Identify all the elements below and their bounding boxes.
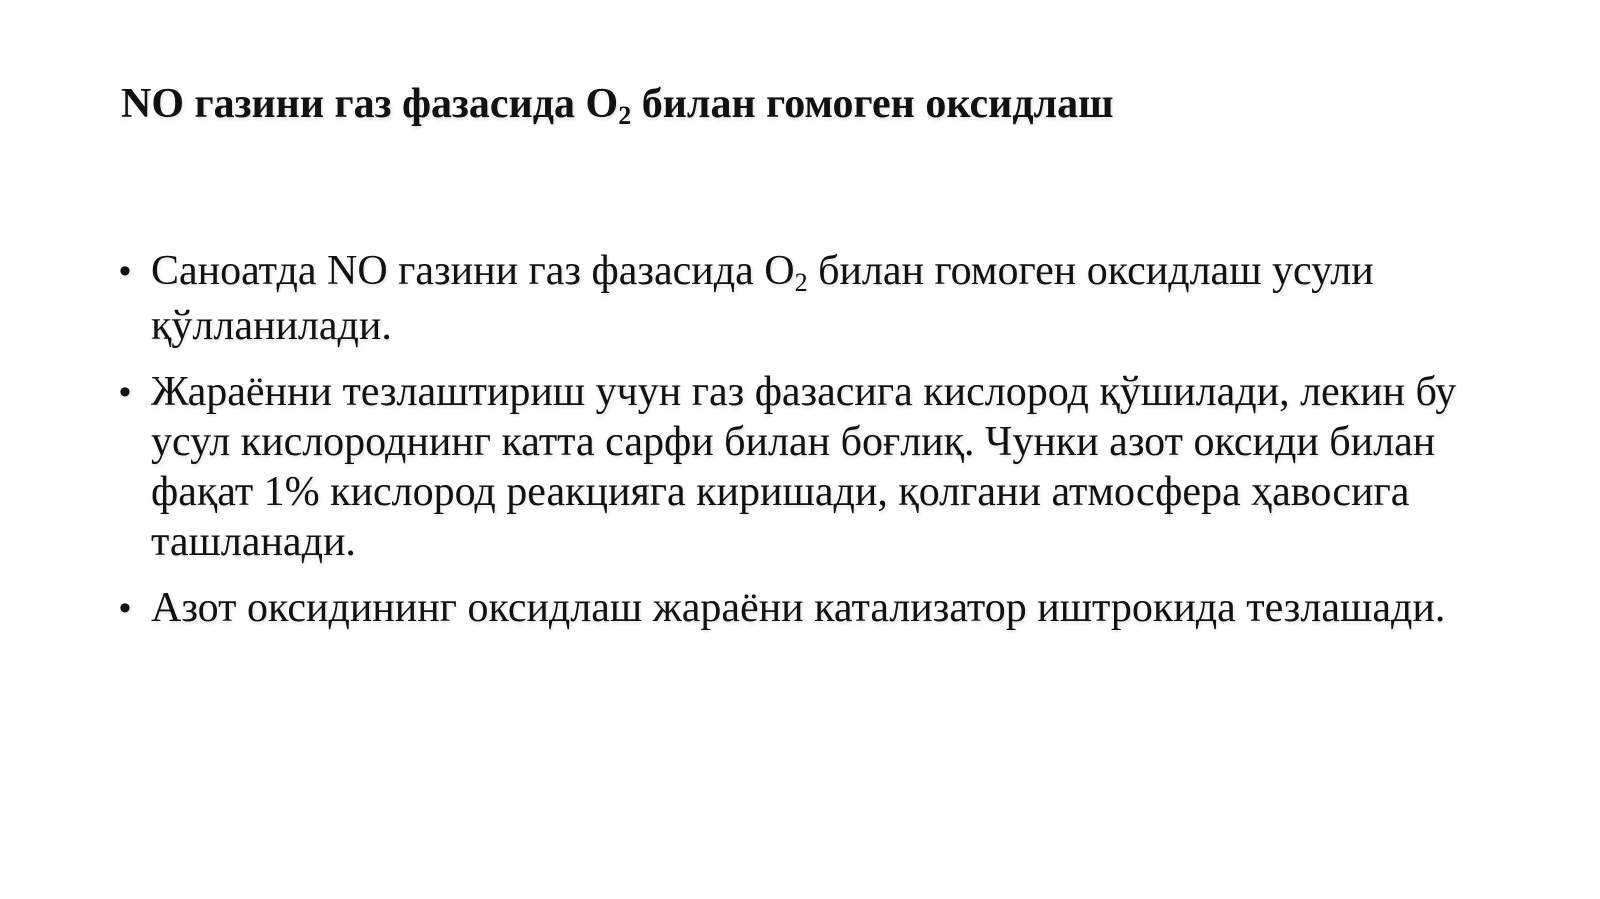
bullet-text-2: Жараённи тезлаштириш учун газ фазасига кислород қўшилади, лекин бу усул кислороднинг катта сарфи билан боғлиқ. Чунки азот оксиди билан фақат 1% кислород реакцияга киришади, қолгани атмосфера ҳавосига ташланади. xyxy=(151,369,1457,565)
bullet-list xyxy=(119,246,1459,649)
bullet-1-part-2: билан гомоген оксидлаш усули қўлланилади. xyxy=(151,248,1374,349)
bullet-text-3: Азот оксидининг оксидлаш жараёни катализатор иштрокида тезлашади. xyxy=(151,585,1446,631)
title-text-part-1: NO газини газ фазасида O xyxy=(121,81,619,127)
slide-title xyxy=(121,78,1114,135)
title-subscript: 2 xyxy=(618,101,632,131)
bullet-marker: • xyxy=(119,589,131,627)
bullet-text-1 xyxy=(151,248,1374,349)
title-text-part-2: билан гомоген оксидлаш xyxy=(631,81,1114,127)
bullet-marker: • xyxy=(119,373,131,411)
bullet-item-3 xyxy=(119,583,1459,633)
bullet-1-part-1: Саноатда NO газини газ фазасида O xyxy=(151,248,795,294)
bullet-1-subscript: 2 xyxy=(794,268,808,298)
bullet-item-1 xyxy=(119,246,1459,351)
bullet-marker: • xyxy=(119,252,131,290)
bullet-item-2 xyxy=(119,367,1459,567)
